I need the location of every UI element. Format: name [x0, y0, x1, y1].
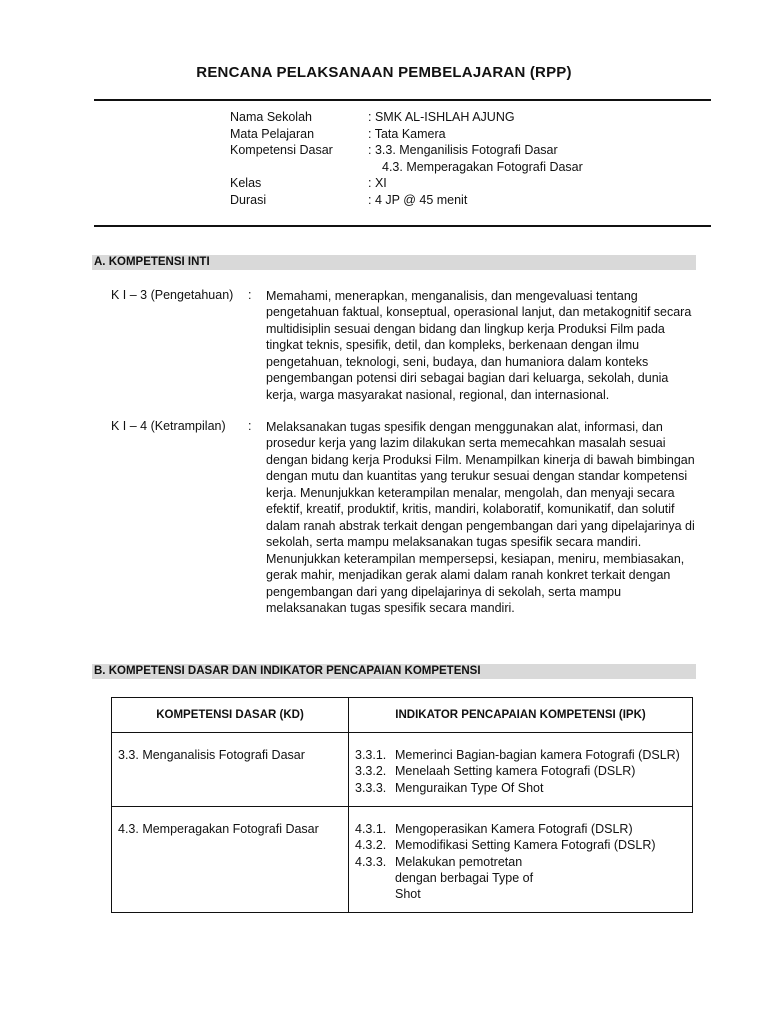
kd-ipk-table — [111, 697, 693, 913]
info-value-kd-1: : 3.3. Menganilisis Fotografi Dasar — [368, 143, 558, 157]
info-value-duration: : 4 JP @ 45 menit — [368, 192, 468, 207]
ki3-colon: : — [248, 288, 252, 302]
section-b-heading — [92, 664, 696, 679]
ipk-text: Memerinci Bagian-bagian kamera Fotografi (DSLR) — [395, 748, 680, 762]
ipk-text: Melakukan pemotretan dengan berbagai Type of Shot — [395, 854, 534, 902]
ipk-number: 4.3.2. — [355, 838, 387, 853]
info-label-school: Nama Sekolah — [230, 110, 312, 124]
info-value-kd-2: 4.3. Memperagakan Fotografi Dasar — [382, 159, 583, 174]
ipk-cell — [349, 733, 693, 807]
ipk-item — [355, 837, 686, 853]
info-value-school: : SMK AL-ISHLAH AJUNG — [368, 110, 515, 124]
ipk-text: Memodifikasi Setting Kamera Fotografi (DSLR) — [395, 838, 656, 853]
document-title: RENCANA PELAKSANAAN PEMBELAJARAN (RPP) — [196, 64, 572, 81]
ipk-cell — [349, 807, 693, 913]
section-b-heading-text: B. KOMPETENSI DASAR DAN INDIKATOR PENCAPAIAN KOMPETENSI — [94, 665, 481, 677]
info-label-duration: Durasi — [230, 192, 267, 207]
ki3-text: Memahami, menerapkan, menganalisis, dan mengevaluasi tentang pengetahuan faktual, konseptual, operasional lanjut, dan metakognitif secara multidisiplin sesuai dengan bidang dan lingkup kerja Produksi Film pada tingkat teknis, spesifik, detil, dan kompleks, berkenaan dengan ilmu pengetahuan, teknologi, seni, budaya, dan humaniora dalam konteks pengembangan potensi diri sebagai bagian dari keluarga, sekolah, dunia kerja, warga masyarakat nasional, regional, dan internasional. — [266, 289, 692, 402]
ki3-label: K I – 3 (Pengetahuan) — [111, 288, 234, 302]
table-header-ipk: INDIKATOR PENCAPAIAN KOMPETENSI (IPK) — [349, 698, 693, 733]
ki4-label: K I – 4 (Ketrampilan) — [111, 419, 226, 433]
info-label-class: Kelas — [230, 176, 262, 190]
ipk-number: 4.3.3. — [355, 854, 387, 869]
kd-cell: 4.3. Memperagakan Fotografi Dasar — [112, 807, 349, 913]
ipk-text: Menguraikan Type Of Shot — [395, 780, 544, 795]
table-header-row — [112, 698, 693, 733]
info-value-subject: : Tata Kamera — [368, 126, 446, 141]
ipk-item — [355, 747, 686, 763]
top-rule — [94, 99, 711, 101]
table-row — [112, 807, 693, 913]
table-row — [112, 733, 693, 807]
ipk-number: 4.3.1. — [355, 822, 387, 836]
kd-cell: 3.3. Menganalisis Fotografi Dasar — [112, 733, 349, 807]
table-header-kd: KOMPETENSI DASAR (KD) — [112, 698, 349, 733]
ipk-number: 3.3.2. — [355, 764, 387, 779]
bottom-rule — [94, 225, 711, 227]
ki4-colon: : — [248, 419, 252, 433]
ipk-text: Menelaah Setting kamera Fotografi (DSLR) — [395, 764, 636, 779]
info-label-subject: Mata Pelajaran — [230, 126, 315, 141]
ipk-number: 3.3.1. — [355, 748, 387, 762]
info-label-kd: Kompetensi Dasar — [230, 143, 333, 157]
section-a-heading-text: A. KOMPETENSI INTI — [94, 256, 210, 268]
ipk-item — [355, 780, 686, 796]
ipk-item — [355, 763, 686, 779]
ipk-number: 3.3.3. — [355, 780, 387, 795]
section-a-heading — [92, 255, 696, 270]
ipk-text: Mengoperasikan Kamera Fotografi (DSLR) — [395, 822, 633, 836]
info-value-class: : XI — [368, 176, 387, 190]
ipk-item — [355, 821, 686, 837]
ki4-text: Melaksanakan tugas spesifik dengan menggunakan alat, informasi, dan prosedur kerja yang lazim dilakukan serta memecahkan masalah sesuai dengan bidang kerja Produksi Film. Menampilkan kinerja di bawah bimbingan dengan mutu dan kuantitas yang terukur sesuai dengan standar kompetensi kerja. Menunjukkan keterampilan menalar, mengolah, dan menyaji secara efektif, kreatif, produktif, kritis, mandiri, kolaboratif, komunikatif, dan solutif dalam ranah abstrak terkait dengan pengembangan dari yang dipelajarinya di sekolah, serta mampu melaksanakan tugas spesifik secara mandiri. Menunjukkan keterampilan mempersepsi, kesiapan, meniru, membiasakan, gerak mahir, menjadikan gerak alami dalam ranah konkret terkait dengan pengembangan dari yang dipelajarinya di sekolah, serta mampu melaksanakan tugas spesifik secara mandiri. — [266, 420, 695, 615]
ipk-item — [355, 854, 686, 903]
